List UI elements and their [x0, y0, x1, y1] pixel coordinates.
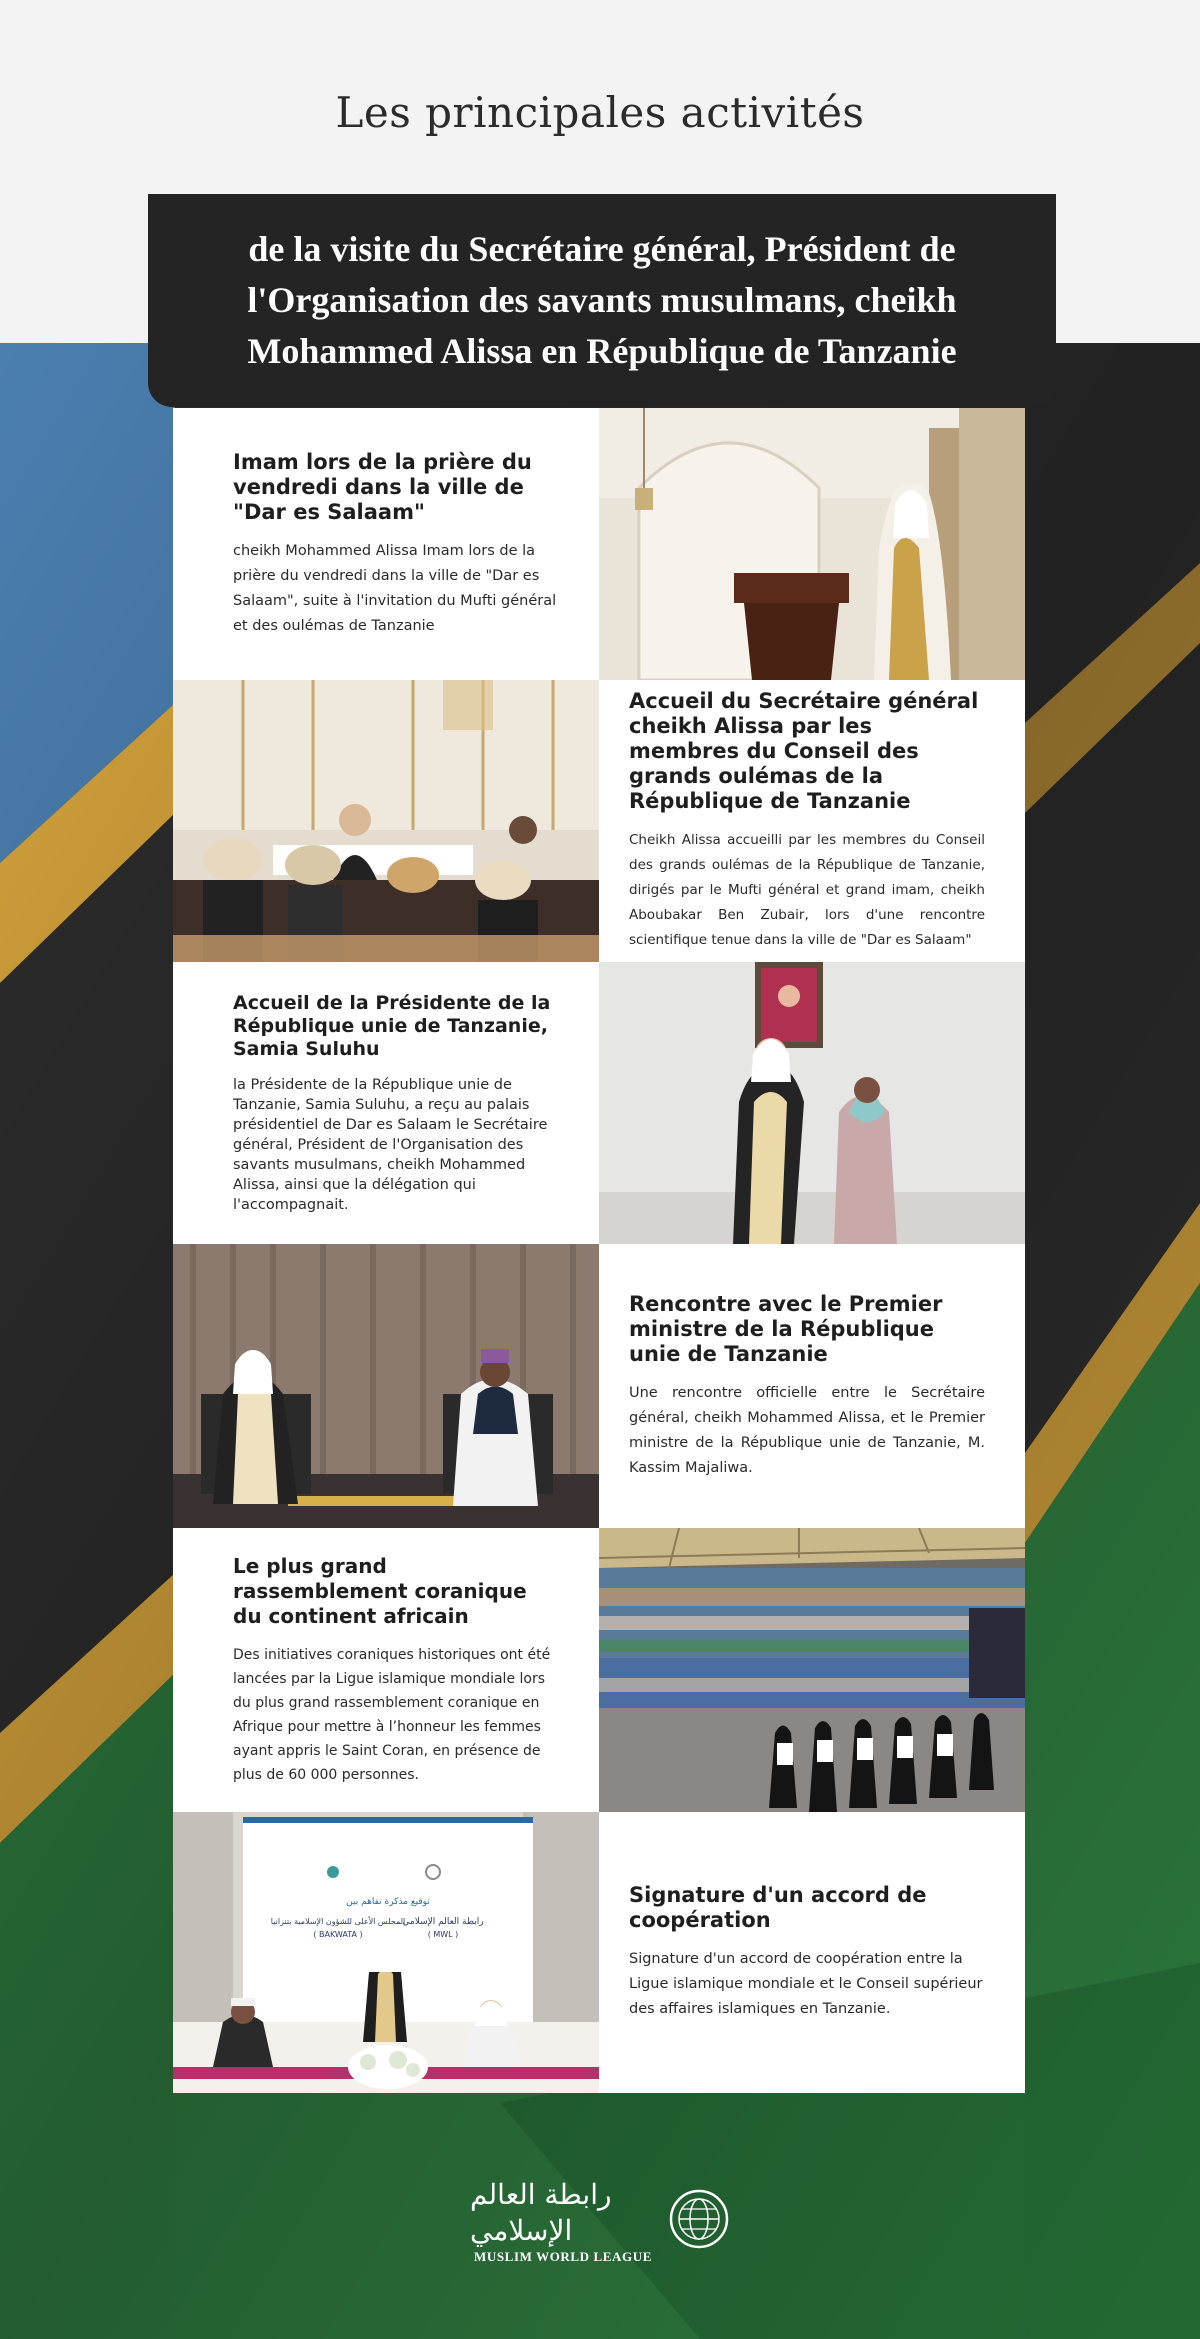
activity-text-cell — [599, 1812, 1025, 2093]
activity-text-cell — [599, 1244, 1025, 1528]
activity-row-6 — [173, 1812, 1025, 2093]
activity-title: Accueil du Secrétaire général cheikh Alissa par les membres du Conseil des grands oulémas de la République de Tanzanie — [629, 689, 979, 813]
activity-description: Une rencontre officielle entre le Secrétaire général, cheikh Mohammed Alissa, et le Premier ministre de la République unie de Tanzanie, M. Kassim Majaliwa. — [629, 1384, 985, 1476]
svg-text:( MWL ): ( MWL ) — [427, 1930, 459, 1939]
subtitle-text: de la visite du Secrétaire général, Président de l'Organisation des savants musulmans, cheikh Mohammed Alissa en République de Tanzanie — [247, 229, 957, 371]
activity-title: Rencontre avec le Premier ministre de la République unie de Tanzanie — [629, 1291, 943, 1366]
photo-president-meeting — [599, 962, 1025, 1244]
mwl-globe-emblem-icon — [668, 2188, 730, 2255]
activities-grid — [173, 408, 1025, 2093]
photo-ulema-council — [173, 680, 599, 962]
activity-row-5 — [173, 1528, 1025, 1812]
svg-text:المجلس الأعلى للشؤون الإسلامية: المجلس الأعلى للشؤون الإسلامية بتنزانيا — [270, 1917, 406, 1926]
activity-description: Cheikh Alissa accueilli par les membres du Conseil des grands oulémas de la République de Tanzanie, dirigés par le Mufti général et grand imam, cheikh Aboubakar Ben Zubair, lors d'une rencontre scientifique tenue dans la ville de "Dar es Salaam" — [629, 832, 985, 948]
page-title: Les principales activités — [335, 88, 865, 137]
activity-description: Signature d'un accord de coopération entre la Ligue islamique mondiale et le Conseil supérieur des affaires islamiques en Tanzanie. — [629, 1951, 983, 2017]
activity-description: Des initiatives coraniques historiques ont été lancées par la Ligue islamique mondiale lors du plus grand rassemblement coranique en Afrique pour mettre à l’honneur les femmes ayant appris le Saint Coran, en présence de plus de 60 000 personnes. — [233, 1646, 551, 1783]
activity-row-2 — [173, 680, 1025, 962]
activity-title: Imam lors de la prière du vendredi dans la ville de "Dar es Salaam" — [233, 449, 532, 524]
subtitle-banner — [148, 194, 1056, 407]
activity-title: Le plus grand rassemblement coranique du continent africain — [233, 1553, 527, 1628]
photo-friday-prayer — [599, 408, 1025, 680]
svg-text:توقيع مذكرة تفاهم بين: توقيع مذكرة تفاهم بين — [346, 1897, 430, 1907]
activity-text-cell — [173, 1528, 599, 1812]
activity-row-3 — [173, 962, 1025, 1244]
activity-description: la Présidente de la République unie de Tanzanie, Samia Suluhu, a reçu au palais présidentiel de Dar es Salaam le Secrétaire général, Président de l'Organisation des savants musulmans, cheikh Mohammed Alissa, ainsi que la délégation qui l'accompagnait. — [233, 1076, 548, 1213]
mwl-logo — [470, 2178, 730, 2264]
activity-row-1 — [173, 408, 1025, 680]
logo-english-text: MUSLIM WORLD LEAGUE — [473, 2249, 652, 2264]
photo-prime-minister-meeting — [173, 1244, 599, 1528]
photo-quran-gathering — [599, 1528, 1025, 1812]
svg-text:( BAKWATA ): ( BAKWATA ) — [313, 1930, 363, 1939]
activity-text-cell — [599, 680, 1025, 962]
logo-wordmark — [470, 2177, 656, 2265]
logo-arabic-text: رابطة العالم الإسلامي — [470, 2178, 612, 2247]
activity-text-cell — [173, 408, 599, 680]
activity-title: Accueil de la Présidente de la République unie de Tanzanie, Samia Suluhu — [233, 991, 551, 1060]
activity-text-cell — [173, 962, 599, 1244]
activity-title: Signature d'un accord de coopération — [629, 1883, 927, 1932]
activity-row-4 — [173, 1244, 1025, 1528]
activity-description: cheikh Mohammed Alissa Imam lors de la prière du vendredi dans la ville de "Dar es Salaam", suite à l'invitation du Mufti général et des oulémas de Tanzanie — [233, 542, 557, 634]
photo-agreement-signing — [173, 1812, 599, 2093]
svg-text:رابطة العالم الإسلامي: رابطة العالم الإسلامي — [402, 1917, 484, 1927]
